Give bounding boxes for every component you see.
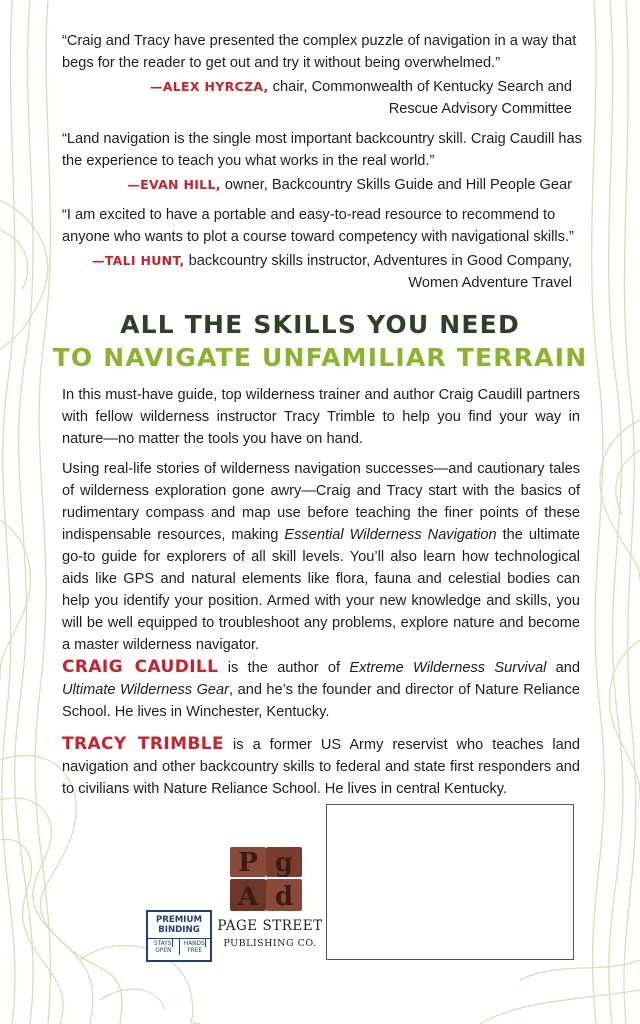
attribution-role: owner, Backcountry Skills Guide and Hill People Gear	[220, 177, 572, 193]
logo-letter: g	[274, 848, 294, 878]
praise-quote-1: “Craig and Tracy have presented the complex puzzle of navigation in a way that begs for the reader to get out and try it without being overwhelmed.”	[62, 33, 577, 71]
publisher-name: PAGE STREET	[217, 918, 323, 934]
attribution-name: —TALI HUNT,	[91, 253, 185, 268]
author-name: TRACY TRIMBLE	[62, 734, 225, 754]
author-bio-text: is a former US Army reservist who teaches land navigation and other backcountry skills to federal and state first responders and to civilians with Nature Reliance School. He lives in central Kentucky.	[62, 737, 580, 797]
author-bio-text: , and he’s the founder and director of Nature Reliance School. He lives in Winchester, Kentucky.	[62, 682, 581, 720]
publisher-subname: PUBLISHING CO.	[223, 938, 317, 949]
logo-letter: P	[238, 848, 258, 878]
badge-line-2: BINDING	[158, 925, 200, 935]
badge-hands-free: HANDS FREE	[183, 941, 205, 954]
attribution-role-line2: Rescue Advisory Committee	[388, 101, 572, 117]
badge-stays-open: STAYS OPEN	[148, 939, 180, 955]
barcode-area	[326, 804, 574, 960]
description-paragraph-2	[62, 458, 580, 656]
praise-quote-3: “I am excited to have a portable and easy-to-read resource to recommend to anyone who wants to plot a course toward competency with navigational skills.”	[62, 207, 574, 245]
logo-letter: d	[274, 882, 294, 912]
premium-binding-badge	[146, 910, 212, 962]
logo-letter: A	[237, 882, 259, 912]
author-bio-text: is the author of	[218, 660, 350, 676]
praise-quote-2: “Land navigation is the single most important backcountry skill. Craig Caudill has the experience to teach you what works in the real world.”	[62, 131, 582, 169]
headline-line-1: ALL THE SKILLS YOU NEED	[120, 310, 520, 339]
praise-attribution-2	[72, 174, 572, 196]
headline-line-2: TO NAVIGATE UNFAMILIAR TERRAIN	[52, 343, 588, 372]
author-bio-text: and	[546, 660, 580, 676]
book-title: Ultimate Wilderness Gear	[62, 682, 230, 698]
description-text: Using real-life stories of wilderness navigation successes—and cautionary tales of wilderness exploration gone awry—Craig and Tracy start with the basics of rudimentary compass and map use before teaching the finer points of these indispensable resources, making	[62, 461, 580, 543]
praise-attribution-3	[72, 250, 572, 294]
attribution-name: —ALEX HYRCZA,	[150, 79, 269, 94]
description-paragraph-1: In this must-have guide, top wilderness trainer and author Craig Caudill partners with fellow wilderness instructor Tracy Trimble to help you find your way in nature—no matter the tools you have on hand.	[62, 387, 580, 447]
attribution-role: backcountry skills instructor, Adventures in Good Company,	[184, 253, 572, 269]
attribution-role: chair, Commonwealth of Kentucky Search and	[268, 79, 572, 95]
badge-line-1: PREMIUM	[155, 915, 203, 925]
attribution-name: —EVAN HILL,	[127, 177, 221, 192]
attribution-role-line2: Women Adventure Travel	[408, 275, 572, 291]
description-text: the ultimate go-to guide for explorers of all skill levels. You’ll also learn how technological aids like GPS and natural elements like flora, fauna and celestial bodies can help you identify your position. Armed with your new knowledge and skills, you will be well equipped to troubleshoot any problems, explore nature and become a master wilderness navigator.	[62, 527, 580, 653]
praise-attribution-1	[72, 76, 572, 120]
author-bio-tracy	[62, 733, 580, 800]
book-title: Essential Wilderness Navigation	[284, 527, 497, 543]
publisher-logo-icon	[228, 845, 304, 913]
author-name: CRAIG CAUDILL	[62, 657, 219, 677]
book-title: Extreme Wilderness Survival	[349, 660, 547, 676]
author-bio-craig	[62, 656, 580, 723]
